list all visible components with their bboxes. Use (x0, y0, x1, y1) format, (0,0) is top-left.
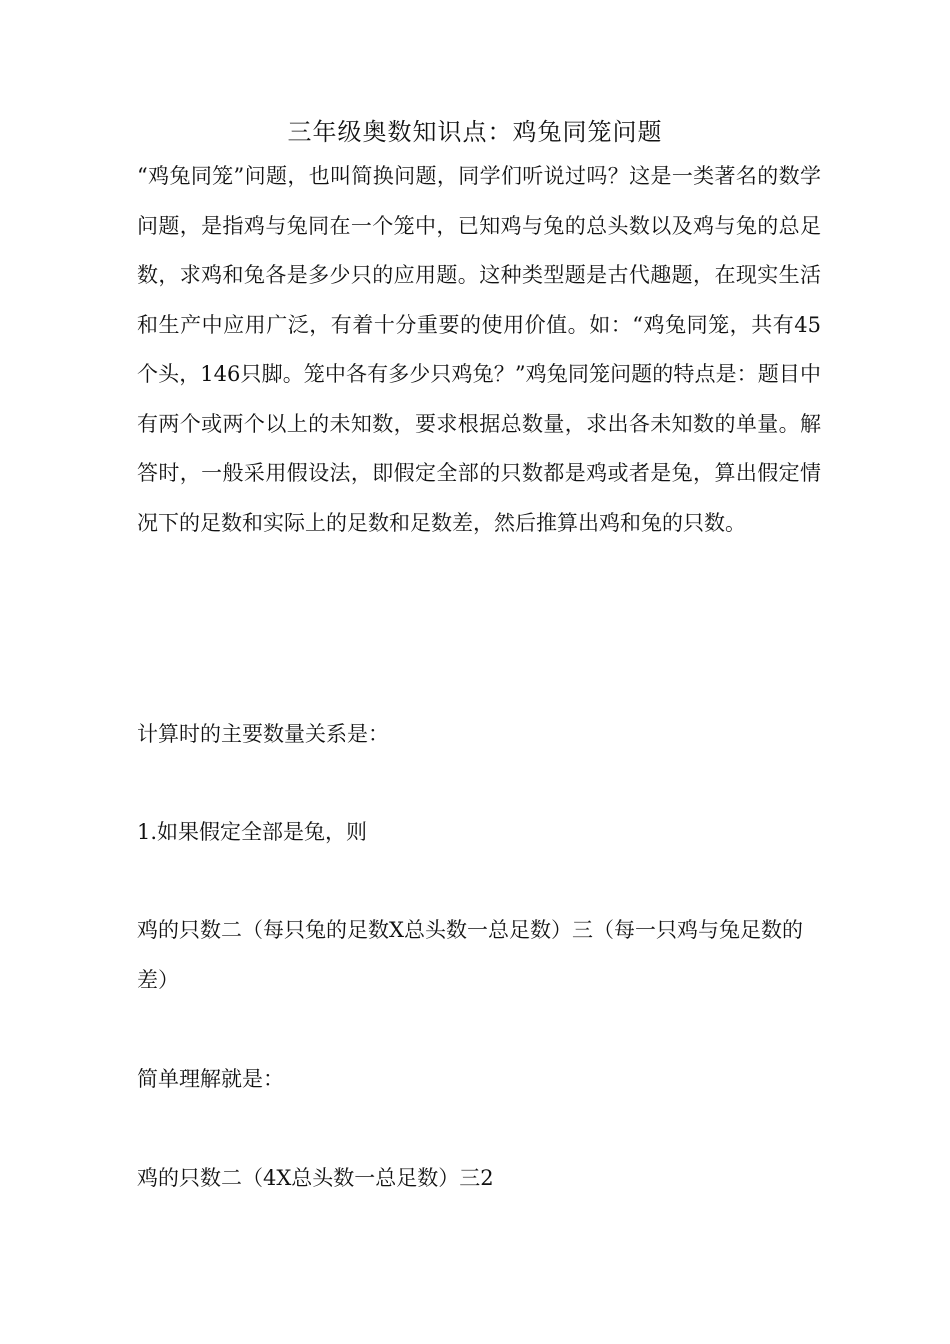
formula-chicken-count: 鸡的只数二（每只兔的足数X总头数一总足数）三（每一只鸡与兔足数的差） (137, 918, 803, 992)
item-1-assumption: 1.如果假定全部是兔，则 (137, 820, 368, 844)
document-title: 三年级奥数知识点：鸡兔同笼问题 (287, 118, 663, 146)
intro-paragraph: “鸡兔同笼”问题，也叫简换问题，同学们听说过吗？这是一类著名的数学问题，是指鸡与兔同在一个笼中，已知鸡与兔的总头数以及鸡与兔的总足数，求鸡和兔各是多少只的应用题。这种类型题是古代趣题，在现实生活和生产中应用广泛，有着十分重要的使用价值。如：“鸡兔同笼，共有45个头，146只脚。笼中各有多少只鸡兔？”鸡兔同笼问题的特点是：题目中有两个或两个以上的未知数，要求根据总数量，求出各未知数的单量。解答时，一般采用假设法，即假定全部的只数都是鸡或者是兔，算出假定情况下的足数和实际上的足数和足数差，然后推算出鸡和兔的只数。 (137, 164, 821, 535)
simple-heading: 简单理解就是： (137, 1067, 284, 1091)
relation-heading: 计算时的主要数量关系是： (137, 722, 389, 746)
formula-simplified: 鸡的只数二（4X总头数一总足数）三2 (137, 1166, 494, 1190)
